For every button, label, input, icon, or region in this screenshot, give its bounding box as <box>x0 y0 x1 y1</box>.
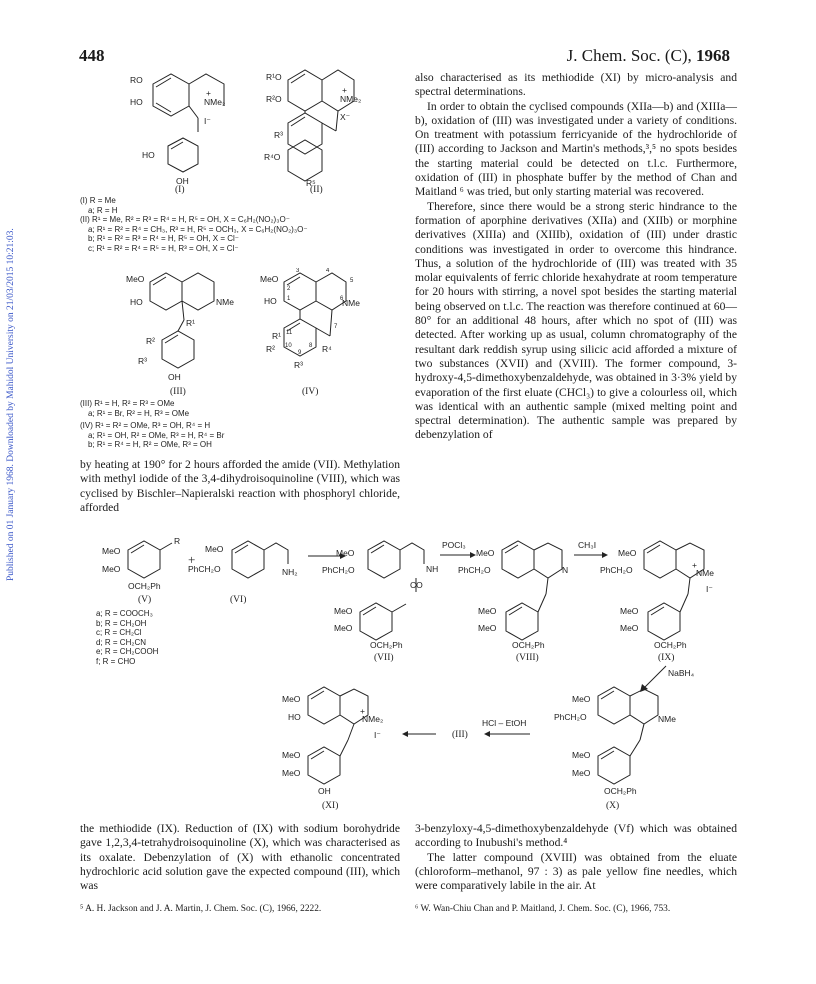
XI-oh: OH <box>318 786 331 796</box>
V-meo1: MeO <box>102 546 121 556</box>
IV-n7: 7 <box>334 324 338 330</box>
legend-line: b; R¹ = R² = R³ = R⁴ = H, R⁵ = OH, X = Cl⁻ <box>88 234 240 244</box>
legend-III-IV <box>80 399 224 450</box>
VII-och2ph: OCH₂Ph <box>370 640 403 650</box>
legend-line: b; R¹ = R⁴ = H, R² = OMe, R³ = OH <box>88 440 212 450</box>
X-meo3: MeO <box>572 768 591 778</box>
bottom-right-text <box>415 822 737 893</box>
legend-line: a; R¹ = OH, R² = OMe, R³ = H, R⁴ = Br <box>88 430 225 440</box>
compound-VIII <box>458 541 568 663</box>
I-nme2: NMe₂ <box>204 97 226 107</box>
legend-line: c; R = CH₂Cl <box>96 628 142 638</box>
reagent-hcl: HCl – EtOH <box>482 718 527 728</box>
V-och2ph: OCH₂Ph <box>128 581 161 591</box>
XI-meo3: MeO <box>282 768 301 778</box>
journal-year: 1968 <box>696 46 730 65</box>
paragraph: Therefore, since there would be a strong steric hindrance to the formation of aporphine derivatives (XIIa) and (XIIb) or morphine derivatives (XIIIa) and (XIIIb), oxidation of (III) under drastic conditions was investigated in order to overcome this hindrance. Thus, a solution of the hydrochloride of (III) was treated with 35 molar equivalents of ferric chloride hexahydrate at room temperature for 20 hours with stirring, a novel spot besides the starting material being observed on t.l.c. The reaction was therefore continued at 60—80° for an additional 48 hours, after which no spot of (III) was detected. After working up as usual, column chromatography of the resultant dark reddish syrup using silicic acid afforded a mixture of two substances (XVII) and (XVIII). The former compound, 3-hydroxy-4,5-dimethoxybenzaldehyde, was obtained in 3·3% yield by evaporation of the first eluate (CHCl₃) to give a colourless oil, which was identical with an authentic sample (mixed melting point and spectral determination). The authentic sample was prepared by debenzylation of <box>415 199 737 442</box>
VIII-phch2o: PhCH₂O <box>458 565 491 575</box>
X-meo: MeO <box>572 694 591 704</box>
provenance-sidebar[interactable]: Published on 01 January 1968. Downloaded by Mahidol University on 21/03/2015 10:21:03. <box>6 228 16 582</box>
paragraph: In order to obtain the cyclised compounds (XIIa—b) and (XIIIa—b), oxidation of (III) was investigated under a variety of conditions. On treatment with potassium ferricyanide of the hydrochloride of (III) according to Jackson and Martin's methods,³,⁵ no spots besides the starting material could be detected on t.l.c. Furthermore, oxidation of (III) in phosphate buffer by the method of Chan and Maitland ⁶ was tried, but only starting material was recovered. <box>415 99 737 199</box>
VII-meo2: MeO <box>334 606 353 616</box>
VII-label: (VII) <box>374 653 394 663</box>
X-phch2o: PhCH₂O <box>554 712 587 722</box>
intermediate-III: (III) <box>452 730 468 740</box>
bottom-left-text <box>80 822 400 893</box>
I-iodide: I⁻ <box>204 116 211 126</box>
structure-II <box>264 70 361 195</box>
right-column-text <box>415 71 737 443</box>
III-label: (III) <box>170 387 186 397</box>
legend-V <box>96 609 158 667</box>
IV-label: (IV) <box>302 387 319 397</box>
VII-meo: MeO <box>336 548 355 558</box>
paragraph: the methiodide (IX). Reduction of (IX) with sodium borohydride gave 1,2,3,4-tetrahydroisoquinoline (X), which was characterised as its oxalate. Debenzylation of (X) with ethanolic concentrated hydrochloric acid solution gave the expected compound (III), which was <box>80 822 400 893</box>
IV-n6: 6 <box>340 296 344 302</box>
legend-line: c; R¹ = R² = R⁴ = R⁵ = H, R³ = OH, X = Cl⁻ <box>88 243 239 253</box>
compound-VI <box>188 541 298 605</box>
IV-n8: 8 <box>309 343 313 349</box>
XI-plus: + <box>360 706 365 716</box>
V-meo2: MeO <box>102 564 121 574</box>
page-number: 448 <box>79 46 105 65</box>
IV-nme: NMe <box>342 298 360 308</box>
legend-line: e; R = CH₂COOH <box>96 647 159 657</box>
X-och2ph: OCH₂Ph <box>604 786 637 796</box>
II-nme2: NMe₂ <box>340 94 362 104</box>
IX-och2ph: OCH₂Ph <box>654 640 687 650</box>
XI-meo2: MeO <box>282 750 301 760</box>
IV-n10: 10 <box>285 343 292 349</box>
IX-label: (IX) <box>658 653 675 663</box>
legend-I-II <box>80 196 308 254</box>
VII-co: CO <box>410 580 423 590</box>
II-plus: + <box>342 85 347 95</box>
II-r3: R³ <box>274 130 283 140</box>
compound-XI <box>282 687 383 811</box>
IX-meo: MeO <box>618 548 637 558</box>
legend-line: b; R = CH₂OH <box>96 618 147 628</box>
IV-n11: 11 <box>286 330 293 336</box>
IX-meo3: MeO <box>620 623 639 633</box>
VI-meo: MeO <box>205 544 224 554</box>
IV-r4: R⁴ <box>322 344 332 354</box>
XI-nme2: NMe₂ <box>362 714 384 724</box>
V-label: (V) <box>138 595 152 605</box>
paragraph: The latter compound (XVIII) was obtained from the eluate (chloroform–methanol, 97 : 3) as pale yellow fine needles, which were comparatively labile in the air. At <box>415 850 737 893</box>
legend-line: a; R¹ = R² = R⁴ = CH₃, R³ = H, R⁵ = OCH₃, X = C₆H₂(NO₂)₃O⁻ <box>88 224 308 234</box>
V-r: R <box>174 536 181 546</box>
X-nme: NMe <box>658 714 676 724</box>
structure-I <box>130 74 225 195</box>
IX-meo2: MeO <box>620 606 639 616</box>
legend-line: (III) R¹ = H, R² = R³ = OMe <box>80 399 175 408</box>
III-oh: OH <box>168 372 181 382</box>
IV-r3: R³ <box>294 360 303 370</box>
IV-ho: HO <box>264 296 277 306</box>
II-r5: R⁵ <box>306 178 316 188</box>
VII-phch2o: PhCH₂O <box>322 565 355 575</box>
journal-name: J. Chem. Soc. (C), <box>566 46 692 65</box>
IV-n3: 3 <box>296 268 300 274</box>
reagent-ch3i: CH₃I <box>578 540 597 550</box>
journal-header <box>567 46 730 66</box>
reaction-scheme <box>78 536 748 836</box>
IX-iodide: I⁻ <box>706 584 713 594</box>
legend-line: d; R = CH₂CN <box>96 637 147 647</box>
arrow-5-head <box>484 731 490 737</box>
III-meo: MeO <box>126 274 145 284</box>
compound-X <box>554 687 676 811</box>
III-r2: R² <box>146 336 155 346</box>
compound-V <box>102 536 180 605</box>
XI-ho: HO <box>288 712 301 722</box>
left-column-text <box>80 458 400 515</box>
II-label: (II) <box>310 185 323 195</box>
I-ho2: HO <box>142 150 155 160</box>
I-plus: + <box>206 88 211 98</box>
IV-r1: R¹ <box>272 331 281 341</box>
IV-r2: R² <box>266 344 275 354</box>
VI-phch2o: PhCH₂O <box>188 564 221 574</box>
paragraph: 3-benzyloxy-4,5-dimethoxybenzaldehyde (Vf) which was obtained according to Inubushi's method.⁴ <box>415 822 737 850</box>
structures-III-IV <box>78 268 408 398</box>
IV-n2: 2 <box>287 286 291 292</box>
VI-nh2: NH₂ <box>282 567 298 577</box>
VII-nh: NH <box>426 564 439 574</box>
III-nme: NMe <box>216 297 234 307</box>
VII-meo3: MeO <box>334 623 353 633</box>
legend-line: a; R = COOCH₃ <box>96 609 153 618</box>
IV-n9: 9 <box>298 350 302 356</box>
paragraph: by heating at 190° for 2 hours afforded the amide (VII). Methylation with methyl iodide of the 3,4-dihydroisoquinoline (VIII), which was cyclised by Bischler–Napieralski reaction with phosphoryl chloride, afforded <box>80 458 400 514</box>
legend-line: (IV) R¹ = R² = OMe, R³ = OH, R⁴ = H <box>80 421 211 431</box>
legend-line: a; R = H <box>88 205 118 215</box>
II-r1o: R¹O <box>266 72 282 82</box>
legend-line: (II) R¹ = Me, R² = R³ = R⁴ = H, R⁵ = OH, X = C₆H₂(NO₂)₃O⁻ <box>80 215 290 225</box>
compound-IX <box>600 541 714 663</box>
footnote-left: ⁵ A. H. Jackson and J. A. Martin, J. Chem. Soc. (C), 1966, 2222. <box>80 904 322 914</box>
IV-n5: 5 <box>350 278 354 284</box>
XI-label: (XI) <box>322 801 339 811</box>
III-ho: HO <box>130 297 143 307</box>
XI-meo: MeO <box>282 694 301 704</box>
IX-nme: NMe <box>696 568 714 578</box>
VIII-n: N <box>562 565 569 575</box>
I-ho: HO <box>130 97 143 107</box>
IV-n1: 1 <box>287 296 291 302</box>
legend-line: f; R = CHO <box>96 656 136 666</box>
arrow-4 <box>644 666 666 688</box>
VI-label: (VI) <box>230 595 247 605</box>
structure-IV <box>260 268 360 397</box>
XI-iodide: I⁻ <box>374 730 381 740</box>
arrow-3-head <box>602 552 608 558</box>
structure-III <box>126 273 234 397</box>
compound-VII <box>322 541 438 663</box>
legend-line: a; R¹ = Br, R² = H, R³ = OMe <box>88 408 190 418</box>
X-meo2: MeO <box>572 750 591 760</box>
III-r3: R³ <box>138 356 147 366</box>
I-ro: RO <box>130 75 143 85</box>
paragraph: also characterised as its methiodide (XI) by micro-analysis and spectral determinations. <box>415 71 737 99</box>
II-r2o: R²O <box>266 94 282 104</box>
VIII-och2ph: OCH₂Ph <box>512 640 545 650</box>
structures-I-II <box>78 68 408 198</box>
plus-sign: + <box>188 552 196 567</box>
IX-plus: + <box>692 560 697 570</box>
reagent-nabh4: NaBH₄ <box>668 668 695 678</box>
legend-line: (I) R = Me <box>80 196 116 205</box>
VIII-meo2: MeO <box>478 606 497 616</box>
I-label: (I) <box>175 185 185 195</box>
VIII-meo: MeO <box>476 548 495 558</box>
IX-phch2o: PhCH₂O <box>600 565 633 575</box>
VIII-meo3: MeO <box>478 623 497 633</box>
II-r4o: R⁴O <box>264 152 281 162</box>
I-oh: OH <box>176 176 189 186</box>
VIII-label: (VIII) <box>516 653 539 663</box>
arrow-6-head <box>402 731 408 737</box>
footnote-right: ⁶ W. Wan-Chiu Chan and P. Maitland, J. Chem. Soc. (C), 1966, 753. <box>415 904 671 914</box>
III-r1: R¹ <box>186 318 195 328</box>
II-x: X⁻ <box>340 112 351 122</box>
IV-n4: 4 <box>326 268 330 274</box>
IV-meo: MeO <box>260 274 279 284</box>
X-label: (X) <box>606 801 620 811</box>
reagent-pocl3: POCl₃ <box>442 540 466 550</box>
